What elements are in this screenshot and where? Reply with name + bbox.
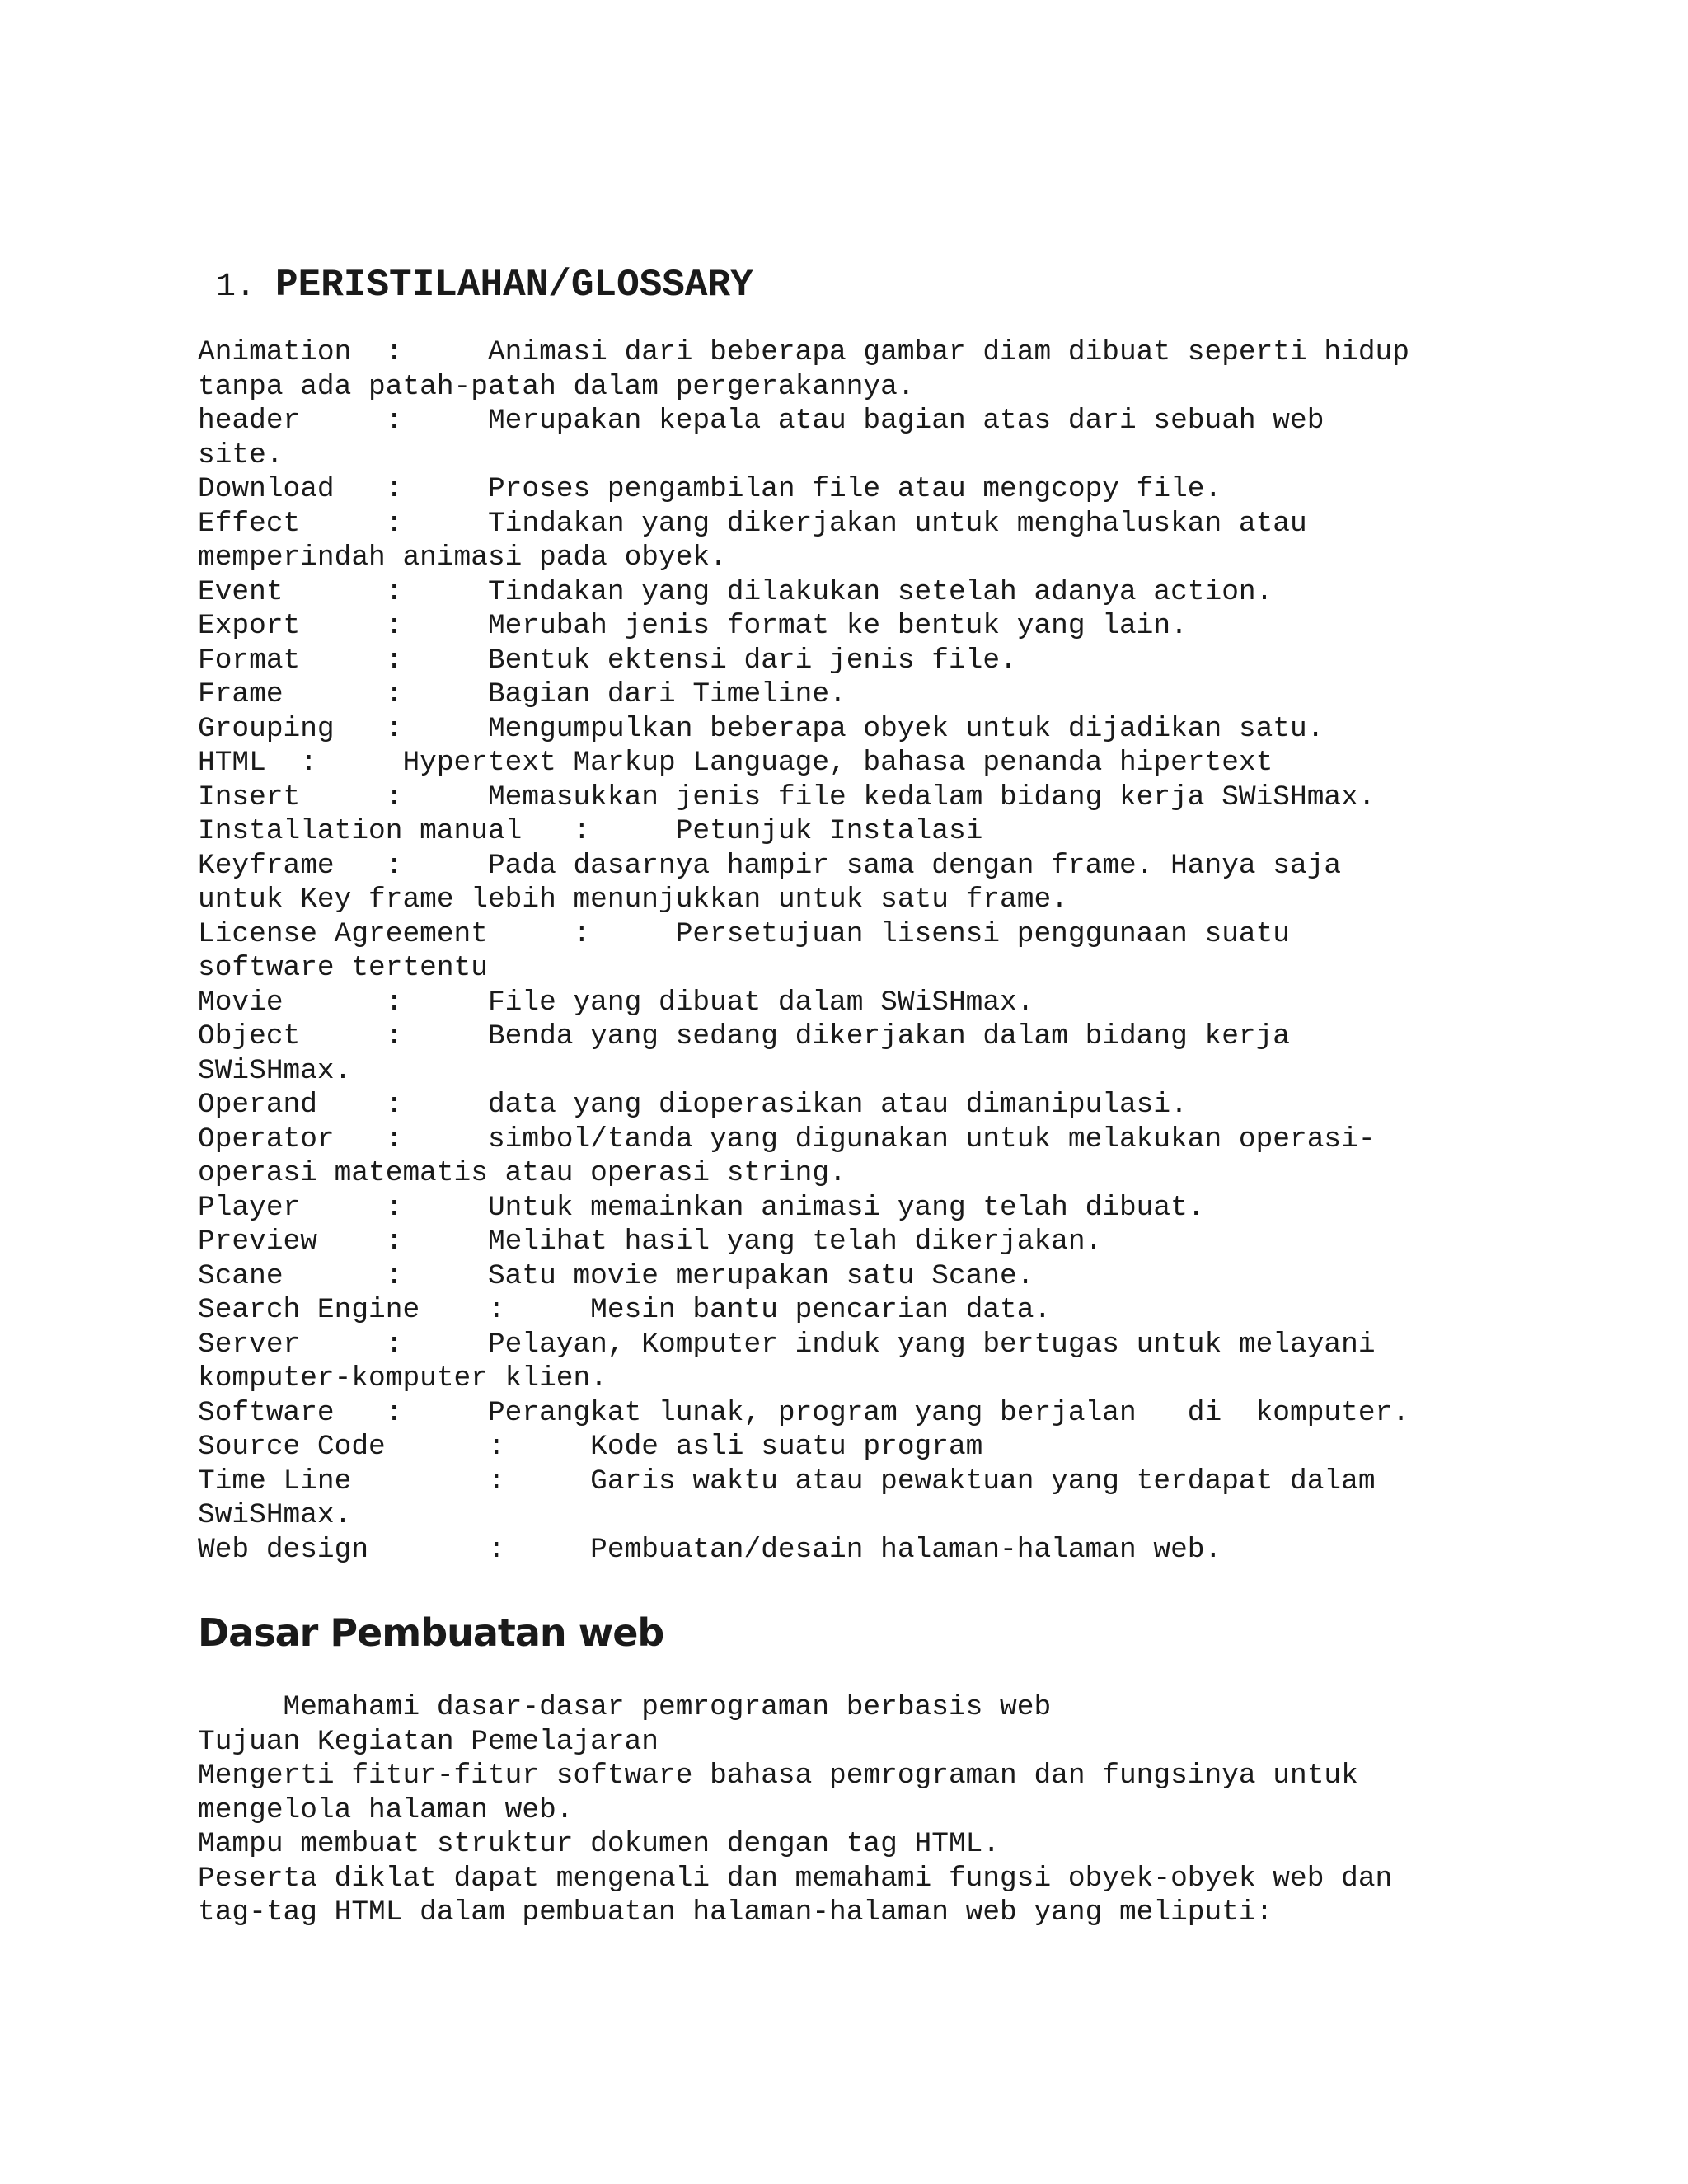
glossary-line: Server : Pelayan, Komputer induk yang bertugas untuk melayani [198,1328,1376,1361]
body-line: tag-tag HTML dalam pembuatan halaman-halaman web yang meliputi: [198,1896,1273,1929]
glossary-line: Installation manual : Petunjuk Instalasi [198,815,983,847]
glossary-line: HTML : Hypertext Markup Language, bahasa penanda hipertext [198,747,1273,779]
section-title: PERISTILAHAN/GLOSSARY [275,264,753,307]
section-heading-dasar: Dasar Pembuatan web [198,1610,664,1655]
glossary-line: Source Code : Kode asli suatu program [198,1431,983,1463]
glossary-line: Time Line : Garis waktu atau pewaktuan yang terdapat dalam [198,1465,1376,1497]
body-text [198,1690,1500,1930]
glossary-line: Scane : Satu movie merupakan satu Scane. [198,1259,1034,1292]
glossary-line: Export : Merubah jenis format ke bentuk yang lain. [198,610,1188,642]
glossary-line: komputer-komputer klien. [198,1362,607,1394]
body-line: mengelola halaman web. [198,1793,574,1826]
body-line: Peserta diklat dapat mengenali dan memahami fungsi obyek-obyek web dan [198,1862,1393,1895]
section-number: 1. [216,269,256,306]
glossary-line: untuk Key frame lebih menunjukkan untuk satu frame. [198,883,1068,916]
glossary-line: Preview : Melihat hasil yang telah dikerjakan. [198,1226,1103,1258]
document-page [198,262,1500,1930]
glossary-line: Insert : Memasukkan jenis file kedalam bidang kerja SWiSHmax. [198,780,1376,813]
glossary-line: Movie : File yang dibuat dalam SWiSHmax. [198,986,1034,1019]
glossary-line: Web design : Pembuatan/desain halaman-halaman web. [198,1533,1222,1566]
glossary-line: SWiSHmax. [198,1054,352,1087]
glossary-line: Grouping : Mengumpulkan beberapa obyek untuk dijadikan satu. [198,712,1325,745]
body-line: Memahami dasar-dasar pemrograman berbasis web [198,1691,1052,1723]
glossary-line: License Agreement : Persetujuan lisensi penggunaan suatu [198,917,1291,950]
glossary-line: Player : Untuk memainkan animasi yang telah dibuat. [198,1191,1205,1224]
glossary-line: Event : Tindakan yang dilakukan setelah adanya action. [198,575,1273,608]
glossary-line: Frame : Bagian dari Timeline. [198,678,846,710]
glossary-line: Format : Bentuk ektensi dari jenis file. [198,644,1017,677]
glossary-line: Operator : simbol/tanda yang digunakan untuk melakukan operasi- [198,1122,1376,1155]
glossary-line: software tertentu [198,952,488,984]
body-line: Mengerti fitur-fitur software bahasa pemrograman dan fungsinya untuk [198,1760,1358,1792]
glossary-list [198,335,1500,1567]
glossary-line: tanpa ada patah-patah dalam pergerakannya. [198,370,915,403]
glossary-line: Keyframe : Pada dasarnya hampir sama dengan frame. Hanya saja [198,849,1342,882]
glossary-line: Software : Perangkat lunak, program yang berjalan di komputer. [198,1396,1409,1429]
glossary-line: Object : Benda yang sedang dikerjakan dalam bidang kerja [198,1020,1291,1052]
section-heading-glossary [216,262,1500,311]
glossary-line: SwiSHmax. [198,1499,352,1531]
glossary-line: Download : Proses pengambilan file atau mengcopy file. [198,473,1222,505]
glossary-line: operasi matematis atau operasi string. [198,1157,846,1189]
glossary-line: Operand : data yang dioperasikan atau dimanipulasi. [198,1089,1188,1121]
glossary-line: site. [198,438,284,471]
glossary-line: memperindah animasi pada obyek. [198,541,727,574]
glossary-line: Search Engine : Mesin bantu pencarian data. [198,1294,1052,1326]
body-line: Mampu membuat struktur dokumen dengan tag HTML. [198,1828,1001,1860]
glossary-line: Effect : Tindakan yang dikerjakan untuk menghaluskan atau [198,507,1307,540]
glossary-line: header : Merupakan kepala atau bagian atas dari sebuah web [198,405,1325,437]
body-line: Tujuan Kegiatan Pemelajaran [198,1725,659,1758]
glossary-line: Animation : Animasi dari beberapa gambar diam dibuat seperti hidup [198,336,1409,368]
